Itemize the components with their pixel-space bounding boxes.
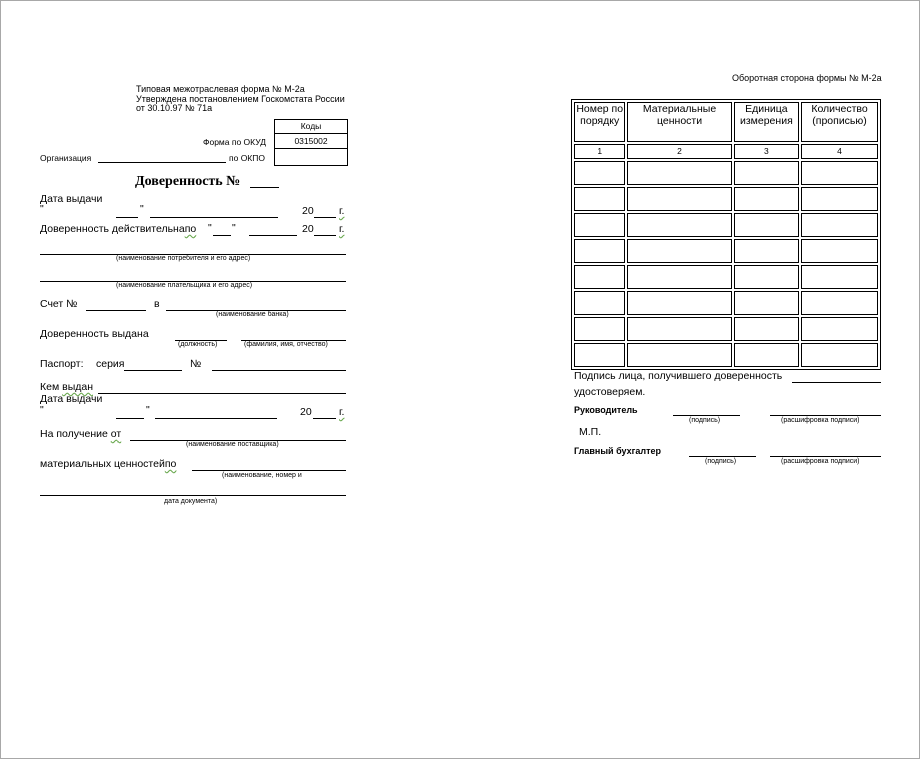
- table-cell[interactable]: [801, 213, 878, 237]
- codes-header: Коды: [275, 120, 347, 134]
- codes-box: [274, 119, 348, 166]
- issue2-year-line[interactable]: [313, 418, 336, 419]
- back-title: Оборотная сторона формы № М-2а: [732, 73, 882, 83]
- okpo-value: [275, 149, 347, 164]
- account-line[interactable]: [86, 310, 146, 311]
- series-line[interactable]: [124, 370, 182, 371]
- valid-label: Доверенность действительна: [40, 223, 185, 235]
- document-line-2[interactable]: [40, 495, 346, 496]
- fio-caption: (фамилия, имя, отчество): [244, 341, 328, 348]
- year2-suffix: г.: [339, 406, 345, 418]
- issue-month-line[interactable]: [150, 217, 278, 218]
- table-cell[interactable]: [574, 213, 625, 237]
- values-label: материальных ценностей: [40, 458, 165, 470]
- table-cell[interactable]: [574, 187, 625, 211]
- table-row: [574, 343, 878, 367]
- table-cell[interactable]: [801, 239, 878, 263]
- bank-caption: (наименование банка): [216, 311, 289, 318]
- table-cell[interactable]: [734, 161, 799, 185]
- account-label: Счет №: [40, 298, 78, 310]
- valid-quote-close: ": [232, 222, 236, 234]
- page-title: Доверенность №: [135, 174, 241, 189]
- table-cell[interactable]: [574, 291, 625, 315]
- doc-caption-a: (наименование, номер и: [222, 472, 302, 479]
- table-cell[interactable]: [734, 317, 799, 341]
- certify-text: удостоверяем.: [574, 386, 646, 398]
- col-header-values: Материальные ценности: [627, 102, 731, 142]
- table-cell[interactable]: [574, 239, 625, 263]
- head-decode-line[interactable]: [770, 415, 881, 416]
- table-cell[interactable]: [801, 343, 878, 367]
- quote-close: ": [140, 203, 144, 215]
- signature-text: Подпись лица, получившего доверенность: [574, 370, 783, 382]
- passport-number-label: №: [190, 358, 202, 370]
- valid-quote-open: ": [208, 222, 212, 234]
- year-prefix: 20: [302, 205, 314, 217]
- table-cell[interactable]: [627, 161, 731, 185]
- head-decode-caption: (расшифровка подписи): [781, 417, 860, 424]
- table-cell[interactable]: [627, 213, 731, 237]
- table-cell[interactable]: [801, 291, 878, 315]
- table-row: [574, 213, 878, 237]
- head-signature-line[interactable]: [673, 415, 740, 416]
- issued-to-label: Доверенность выдана: [40, 328, 149, 340]
- quote-open: ": [40, 203, 44, 215]
- passport-label: Паспорт:: [40, 358, 84, 370]
- issued-by-line[interactable]: [98, 393, 346, 394]
- valid-year-prefix: 20: [302, 223, 314, 235]
- issue-day-line[interactable]: [116, 217, 138, 218]
- table-row: [574, 239, 878, 263]
- year-suffix: г.: [339, 205, 345, 217]
- table-cell[interactable]: [627, 343, 731, 367]
- table-row: [574, 265, 878, 289]
- table-cell[interactable]: [627, 187, 731, 211]
- supplier-caption: (наименование поставщика): [186, 441, 279, 448]
- quote2-open: ": [40, 404, 44, 416]
- issue-date2-label: Дата выдачи: [40, 393, 103, 405]
- passport-number-line[interactable]: [212, 370, 346, 371]
- receive-label-from: от: [110, 428, 122, 440]
- col-header-number: Номер по порядку: [574, 102, 625, 142]
- year2-prefix: 20: [300, 406, 312, 418]
- col-number-1: 1: [574, 144, 625, 159]
- okud-label: Форма по ОКУД: [203, 137, 266, 147]
- receive-label: На получение: [40, 428, 108, 440]
- values-label-po: по: [164, 458, 177, 470]
- table-cell[interactable]: [801, 265, 878, 289]
- form-type-text: Типовая межотраслевая форма № М-2а: [136, 84, 305, 94]
- approved-text: Утверждена постановлением Госкомстата России: [136, 94, 345, 104]
- table-cell[interactable]: [627, 265, 731, 289]
- accountant-decode-caption: (расшифровка подписи): [781, 458, 860, 465]
- approved-date-text: от 30.10.97 № 71а: [136, 103, 213, 113]
- table-row: [574, 161, 878, 185]
- table-cell[interactable]: [801, 187, 878, 211]
- table-cell[interactable]: [734, 265, 799, 289]
- okpo-label: по ОКПО: [229, 153, 265, 163]
- organization-label: Организация: [40, 153, 92, 163]
- col-header-quantity: Количество (прописью): [801, 102, 878, 142]
- accountant-signature-line[interactable]: [689, 456, 756, 457]
- col-header-unit: Единица измерения: [734, 102, 799, 142]
- position-caption: (должность): [178, 341, 218, 348]
- title-number-line[interactable]: [250, 187, 279, 188]
- table-cell[interactable]: [574, 317, 625, 341]
- table-cell[interactable]: [734, 239, 799, 263]
- issue2-month-line[interactable]: [155, 418, 277, 419]
- table-cell[interactable]: [734, 213, 799, 237]
- head-signature-caption: (подпись): [689, 417, 721, 424]
- consumer-caption: (наименование потребителя и его адрес): [116, 255, 251, 262]
- col-number-2: 2: [627, 144, 731, 159]
- issued-by-label: Кем: [40, 381, 60, 393]
- issued-by-label-b: выдан: [62, 381, 93, 393]
- issue2-day-line[interactable]: [116, 418, 144, 419]
- table-row: [574, 291, 878, 315]
- table-row: [574, 187, 878, 211]
- stamp-label: М.П.: [579, 426, 602, 438]
- table-row: [574, 317, 878, 341]
- accountant-signature-caption: (подпись): [705, 458, 737, 465]
- accountant-label: Главный бухгалтер: [574, 446, 662, 456]
- table-cell[interactable]: [801, 317, 878, 341]
- payer-caption: (наименование плательщика и его адрес): [116, 282, 253, 289]
- okud-value: 0315002: [275, 134, 347, 149]
- col-number-3: 3: [734, 144, 799, 159]
- issue-date-label: Дата выдачи: [40, 193, 103, 205]
- table-cell[interactable]: [801, 161, 878, 185]
- document-line[interactable]: [192, 470, 346, 471]
- table-cell[interactable]: [574, 265, 625, 289]
- valid-year-line[interactable]: [314, 235, 336, 236]
- table-cell[interactable]: [734, 343, 799, 367]
- col-number-4: 4: [801, 144, 878, 159]
- issue-year-line[interactable]: [314, 217, 336, 218]
- table-cell[interactable]: [734, 187, 799, 211]
- signature-line[interactable]: [792, 382, 881, 383]
- organization-line[interactable]: [98, 162, 226, 163]
- doc-caption-b: дата документа): [164, 498, 218, 505]
- table-cell[interactable]: [734, 291, 799, 315]
- quote2-close: ": [146, 404, 150, 416]
- table-header-row: [574, 102, 878, 142]
- in-label: в: [154, 298, 160, 310]
- values-table: [571, 99, 881, 370]
- head-label: Руководитель: [574, 405, 638, 415]
- table-cell[interactable]: [627, 317, 731, 341]
- valid-label-po: по: [184, 223, 197, 235]
- valid-month-line[interactable]: [249, 235, 297, 236]
- valid-day-line[interactable]: [213, 235, 231, 236]
- table-number-row: [574, 144, 878, 159]
- table-cell[interactable]: [574, 343, 625, 367]
- table-cell[interactable]: [574, 161, 625, 185]
- valid-year-suffix: г.: [339, 223, 345, 235]
- series-label: серия: [96, 358, 125, 370]
- table-cell[interactable]: [627, 291, 731, 315]
- accountant-decode-line[interactable]: [770, 456, 881, 457]
- table-cell[interactable]: [627, 239, 731, 263]
